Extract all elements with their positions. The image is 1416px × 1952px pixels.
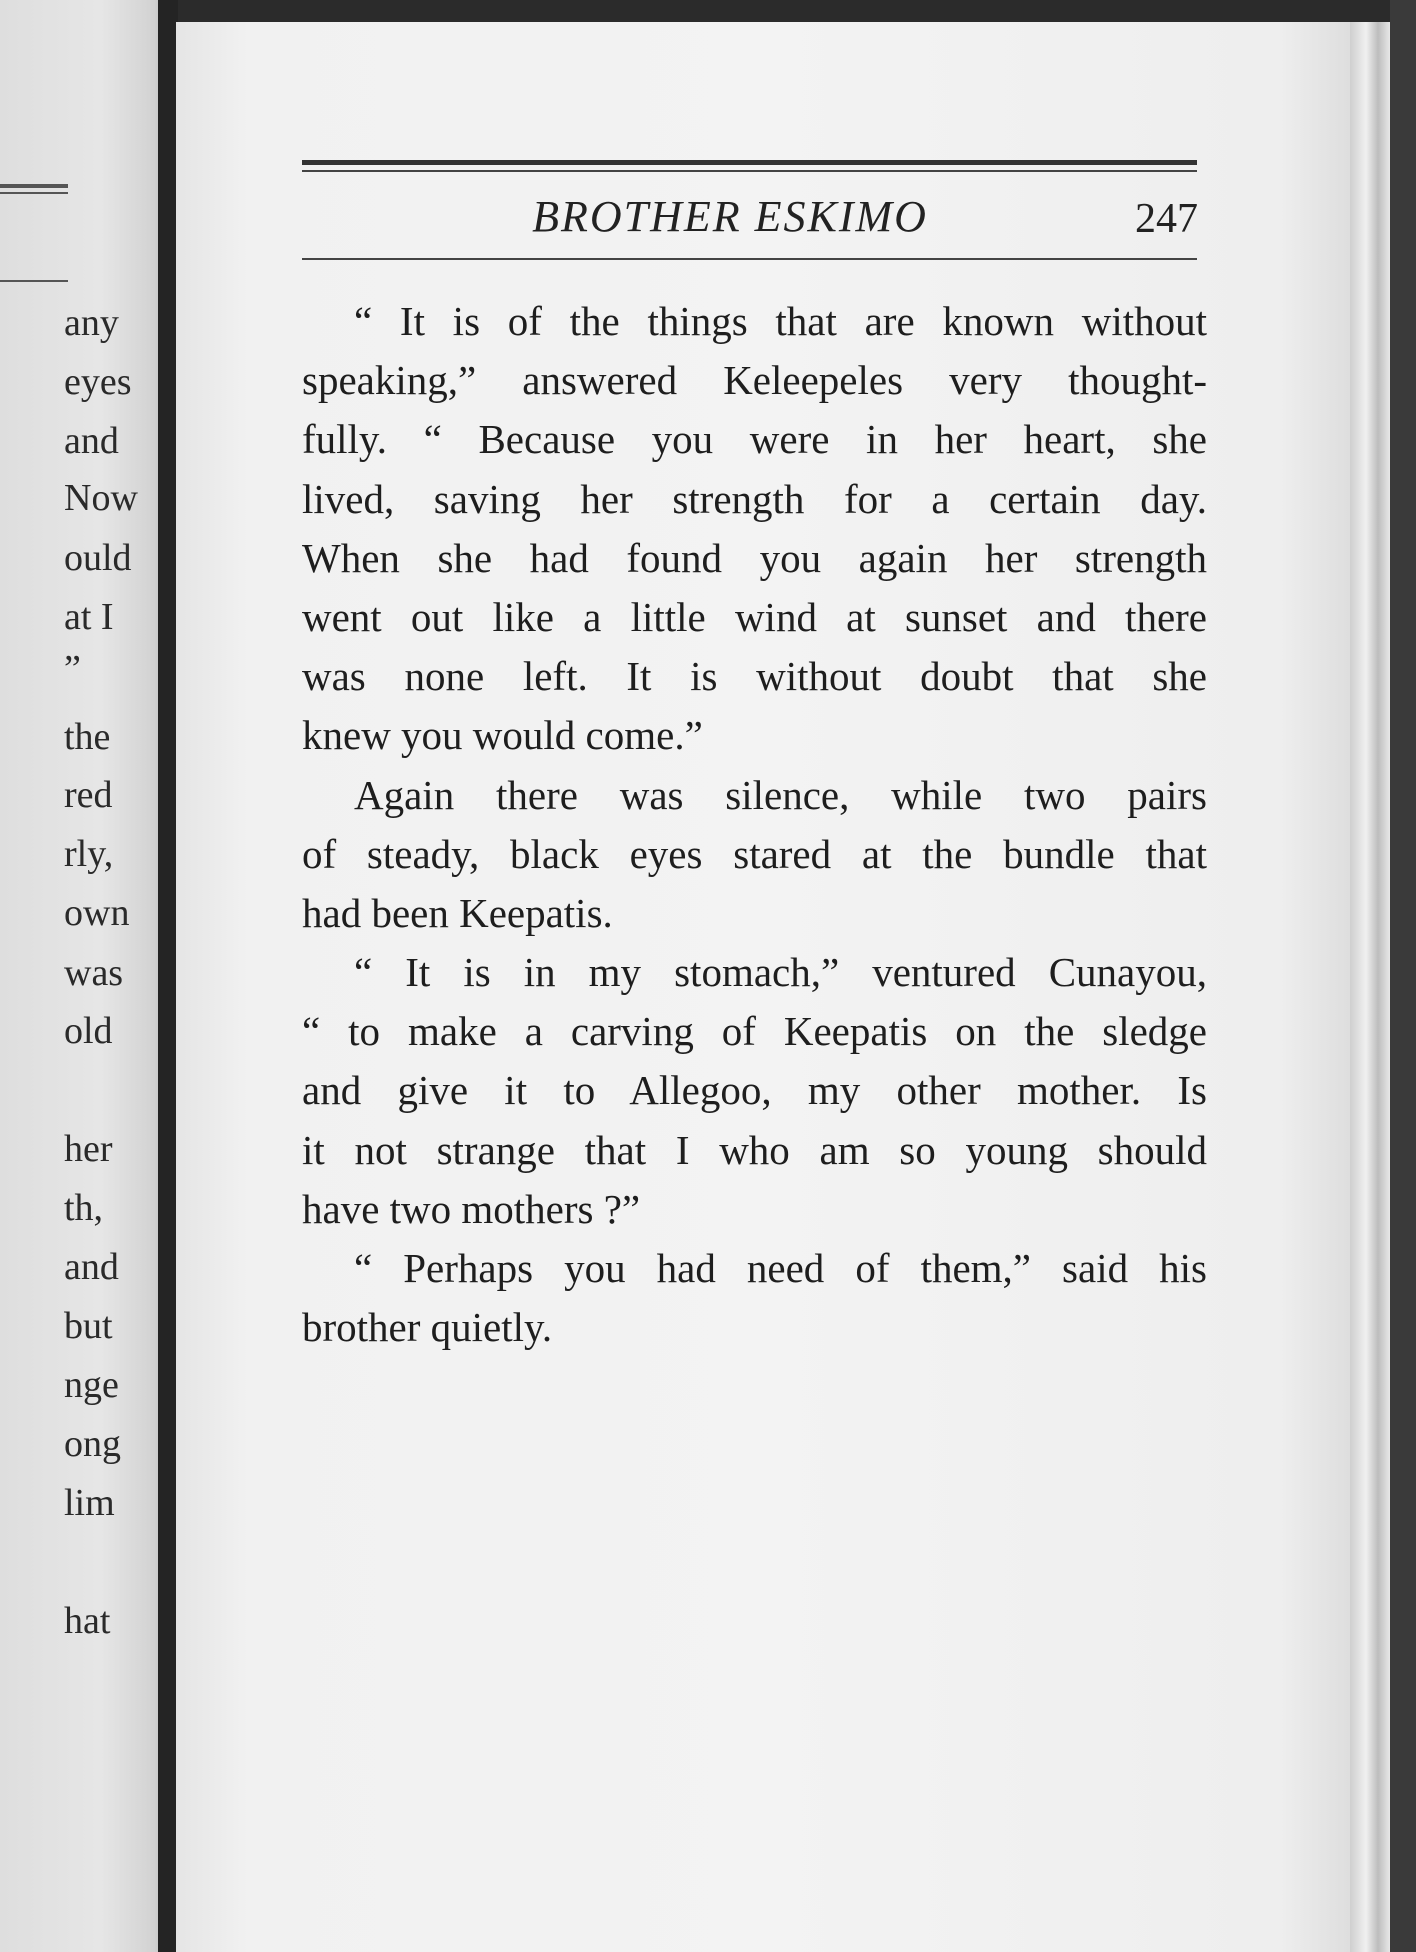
text-line: Again there was silence, while two pairs bbox=[354, 771, 1207, 818]
page-number: 247 bbox=[1135, 196, 1198, 242]
text-line: “ It is in my stomach,” ventured Cunayou, bbox=[354, 949, 1207, 996]
facing-page-line: Now bbox=[64, 477, 138, 519]
text-line: brother quietly. bbox=[302, 1304, 553, 1351]
facing-page bbox=[0, 0, 168, 1952]
facing-page-line: at I bbox=[64, 596, 114, 638]
facing-page-rule bbox=[0, 192, 68, 194]
text-line: was none left. It is without doubt that she bbox=[302, 653, 1207, 700]
body-text bbox=[302, 292, 1207, 1357]
facing-page-line: old bbox=[64, 1010, 113, 1052]
text-line: it not strange that I who am so young should bbox=[302, 1126, 1207, 1173]
header-rule bbox=[302, 160, 1197, 165]
header-rule bbox=[302, 258, 1197, 260]
facing-page-line: ong bbox=[64, 1423, 121, 1465]
facing-page-line: and bbox=[64, 420, 119, 462]
facing-page-line: the bbox=[64, 716, 111, 758]
facing-page-line: own bbox=[64, 892, 130, 934]
running-title: BROTHER ESKIMO bbox=[532, 192, 928, 241]
text-line: “ Perhaps you had need of them,” said his bbox=[354, 1245, 1207, 1291]
text-line: of steady, black eyes stared at the bundle that bbox=[302, 830, 1207, 877]
facing-page-line: but bbox=[64, 1305, 113, 1347]
facing-page-line: hat bbox=[64, 1600, 111, 1642]
facing-page-line: eyes bbox=[64, 361, 132, 403]
facing-page-line: rly, bbox=[64, 833, 114, 875]
text-line: went out like a little wind at sunset and there bbox=[302, 593, 1207, 640]
facing-page-rule bbox=[0, 280, 68, 282]
facing-page-line: red bbox=[64, 774, 113, 816]
facing-page-line: was bbox=[64, 952, 124, 994]
text-line: “ It is of the things that are known without bbox=[354, 298, 1207, 344]
text-line: When she had found you again her strength bbox=[302, 534, 1207, 581]
facing-page-line: ould bbox=[64, 537, 132, 579]
facing-page-line: her bbox=[64, 1128, 113, 1170]
facing-page-line: any bbox=[64, 302, 119, 344]
facing-page-line: lim bbox=[64, 1482, 115, 1524]
text-line: had been Keepatis. bbox=[302, 889, 613, 936]
text-line: fully. “ Because you were in her heart, she bbox=[302, 416, 1207, 463]
scan-border bbox=[1390, 0, 1416, 1952]
text-line: speaking,” answered Keleepeles very thought- bbox=[302, 357, 1207, 404]
facing-page-line: nge bbox=[64, 1364, 119, 1406]
facing-page-line: ” bbox=[64, 648, 81, 690]
text-line: “ to make a carving of Keepatis on the sledge bbox=[302, 1008, 1207, 1055]
text-line: have two mothers ?” bbox=[302, 1185, 641, 1232]
text-line: lived, saving her strength for a certain day. bbox=[302, 475, 1207, 522]
binding-gutter bbox=[158, 0, 178, 1952]
text-line: knew you would come.” bbox=[302, 712, 703, 759]
facing-page-rule bbox=[0, 184, 68, 188]
facing-page-line: th, bbox=[64, 1187, 104, 1229]
header-rule bbox=[302, 170, 1197, 172]
facing-page-line: and bbox=[64, 1246, 119, 1288]
text-line: and give it to Allegoo, my other mother. Is bbox=[302, 1067, 1207, 1114]
page-edge bbox=[1350, 22, 1390, 1952]
